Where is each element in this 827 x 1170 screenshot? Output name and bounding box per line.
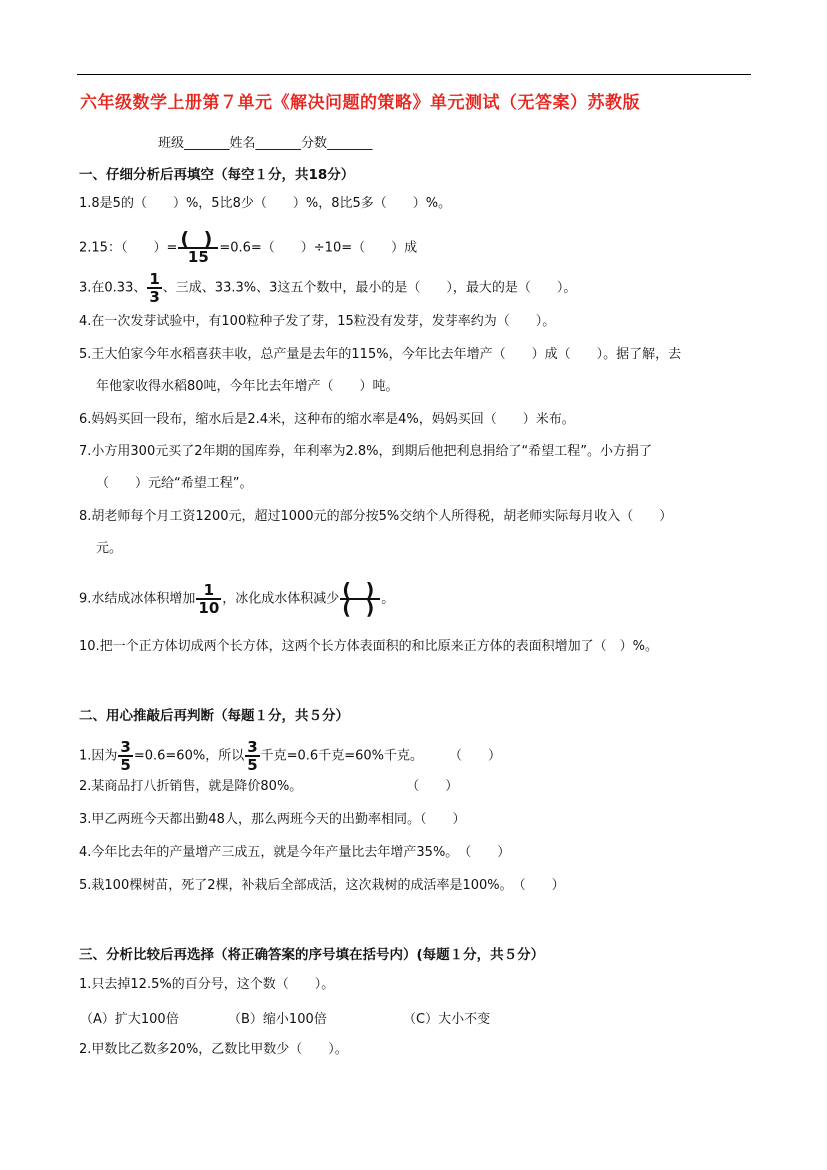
- s2-q1-fraction-2: [245, 739, 259, 773]
- s1-question-5-line-2: 年他家收得水稻80吨，今年比去年增产（ ）吨。: [96, 379, 399, 394]
- s2-q1-fraction-2-numerator: 3: [247, 738, 258, 756]
- s1-q9-fraction-1-numerator: 1: [203, 581, 215, 599]
- s1-q2-text-b: =0.6=（ ）÷10=（ ）成: [219, 240, 418, 256]
- s3-q1-option-b: （B）缩小100倍: [228, 1012, 327, 1027]
- section3-heading: 三、分析比较后再选择（将正确答案的序号填在括号内）(每题１分，共５分）: [79, 947, 545, 963]
- s2-question-4: 4.今年比去年的产量增产三成五，就是今年产量比去年增产35%。 （ ）: [79, 845, 511, 860]
- s3-question-1: 1.只去掉12.5%的百分号，这个数（ ）。: [79, 977, 335, 992]
- s1-question-8-line-1: 8.胡老师每个月工资1200元，超过1000元的部分按5%交纳个人所得税，胡老师实际每月收入（ ）: [79, 509, 673, 524]
- s1-q3-text-b: 、三成、33.3%、3这五个数中，最小的是（ ），最大的是（ ）。: [162, 280, 577, 296]
- s1-q3-fraction-denominator: 3: [149, 288, 160, 306]
- s1-question-5-line-1: 5.王大伯家今年水稻喜获丰收，总产量是去年的115%，今年比去年增产（ ）成（ ）。据了解，去: [79, 347, 682, 362]
- s1-q2-fraction: [178, 228, 218, 266]
- s2-q1-fraction-1-numerator: 3: [120, 738, 131, 756]
- s1-question-7-line-1: 7.小方用300元买了2年期的国库券，年利率为2.8%，到期后他把利息捐给了“希望工程”。小方捐了: [79, 444, 652, 459]
- s1-q9-fraction-2-numerator: ( ): [342, 579, 379, 601]
- s1-q9-fraction-1: [196, 582, 221, 616]
- section2-heading: 二、用心推敲后再判断（每题１分，共５分）: [79, 708, 349, 724]
- s3-q1-option-c: （C）大小不变: [403, 1012, 491, 1027]
- s2-q1-text-c: 千克=0.6千克=60%千克。 （ ）: [260, 748, 501, 764]
- s1-question-1: 1.8是5的（ ）%，5比8少（ ）%，8比5多（ ）%。: [79, 196, 452, 211]
- s2-q1-fraction-2-denominator: 5: [247, 756, 258, 774]
- document-title: 六年级数学上册第７单元《解决问题的策略》单元测试（无答案）苏教版: [80, 93, 640, 113]
- s1-question-7-line-2: （ ）元给“希望工程”。: [96, 476, 253, 491]
- s1-question-6: 6.妈妈买回一段布，缩水后是2.4米，这种布的缩水率是4%，妈妈买回（ ）米布。: [79, 412, 575, 427]
- s2-q1-text-b: =0.6=60%，所以: [133, 748, 245, 764]
- s1-q3-text-a: 3.在0.33、: [79, 280, 147, 296]
- s2-question-1: [79, 739, 501, 773]
- s2-q1-fraction-1: [118, 739, 132, 773]
- section1-heading: 一、仔细分析后再填空（每空１分，共18分）: [79, 167, 355, 183]
- student-info-line: 班级_______姓名_______分数_______: [158, 136, 373, 151]
- s1-q9-fraction-2: [340, 579, 380, 619]
- s1-question-3: [79, 271, 576, 305]
- s1-q9-text-c: 。: [381, 591, 395, 607]
- s1-q3-fraction-numerator: 1: [149, 270, 160, 288]
- s1-question-4: 4.在一次发芽试验中，有100粒种子发了芽，15粒没有发芽，发芽率约为（ ）。: [79, 314, 556, 329]
- s1-q3-fraction: [147, 271, 161, 305]
- s2-q1-fraction-1-denominator: 5: [120, 756, 131, 774]
- s2-question-5: 5.栽100棵树苗，死了2棵，补栽后全部成活，这次栽树的成活率是100%。 （ ）: [79, 878, 565, 893]
- s1-q9-text-a: 9.水结成冰体积增加: [79, 591, 196, 607]
- s1-question-9: [79, 579, 395, 619]
- s1-q9-fraction-1-denominator: 10: [198, 599, 220, 617]
- s3-question-2: 2.甲数比乙数多20%，乙数比甲数少（ ）。: [79, 1042, 348, 1057]
- header-rule: [77, 74, 751, 75]
- s2-question-2: 2.某商品打八折销售，就是降价80%。 （ ）: [79, 779, 459, 794]
- s1-q9-fraction-2-denominator: ( ): [342, 597, 379, 619]
- s2-q1-text-a: 1.因为: [79, 748, 118, 764]
- s1-q2-text-a: 2.15：（ ）=: [79, 240, 178, 256]
- s1-q9-text-b: ，冰化成水体积减少: [222, 591, 340, 607]
- s2-question-3: 3.甲乙两班今天都出勤48人，那么两班今天的出勤率相同。（ ）: [79, 812, 466, 827]
- s1-question-2: [79, 228, 418, 266]
- s1-question-10: 10.把一个正方体切成两个长方体，这两个长方体表面积的和比原来正方体的表面积增加了（ ）%。: [79, 639, 659, 654]
- s1-question-8-line-2: 元。: [96, 541, 123, 556]
- s1-q2-fraction-numerator: ( ): [180, 228, 217, 250]
- s1-q2-fraction-denominator: 15: [178, 247, 218, 265]
- s3-q1-option-a: （A）扩大100倍: [80, 1012, 179, 1027]
